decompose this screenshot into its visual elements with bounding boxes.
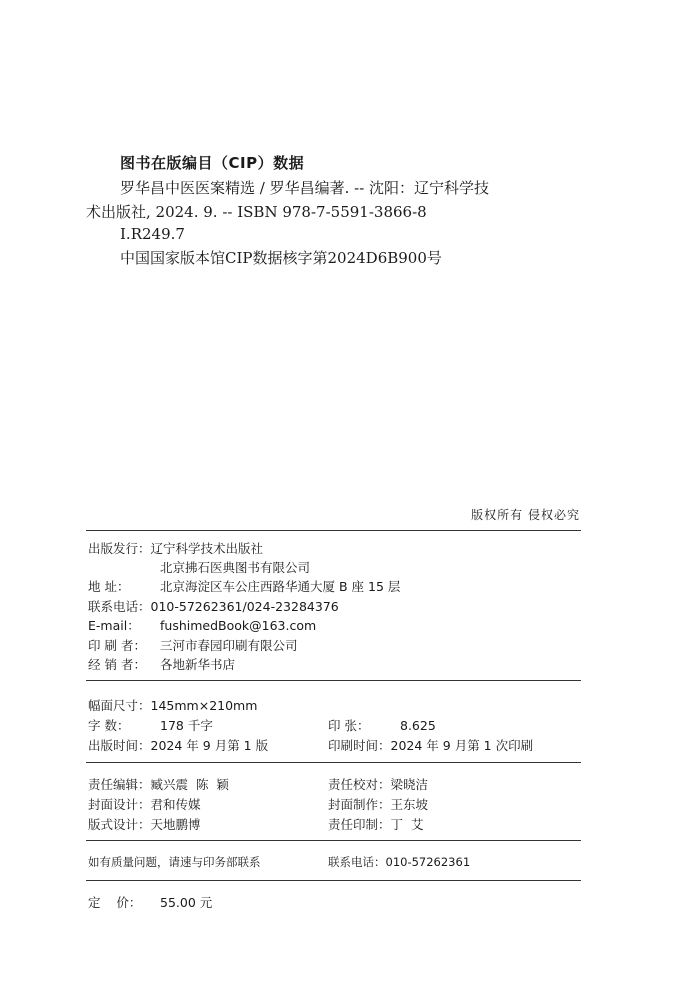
print-time-row bbox=[328, 736, 533, 754]
address-value: 北京海淀区车公庄西路华通大厦 B 座 15 层 bbox=[160, 579, 401, 594]
layout-row bbox=[88, 815, 201, 833]
address-row bbox=[88, 577, 400, 595]
price-row bbox=[88, 893, 212, 911]
proof-value: 梁晓洁 bbox=[390, 777, 429, 792]
contact-phone-value: 010-57262361 bbox=[385, 855, 471, 869]
cip-line-1: 罗华昌中医医案精选 / 罗华昌编著. -- 沈阳：辽宁科学技 bbox=[120, 179, 490, 197]
publisher-name-2: 北京拂石医典图书有限公司 bbox=[160, 560, 311, 575]
divider bbox=[86, 840, 581, 841]
layout-label: 版式设计： bbox=[88, 817, 151, 832]
quality-notice: 如有质量问题，请速与印务部联系 bbox=[88, 855, 261, 869]
distributor-value: 各地新华书店 bbox=[160, 657, 236, 672]
sheets-value: 8.625 bbox=[400, 718, 436, 733]
cover-make-value: 王东坡 bbox=[390, 797, 429, 812]
publisher-row bbox=[88, 539, 263, 557]
sheets-row bbox=[328, 716, 436, 734]
words-label: 字 数： bbox=[88, 718, 130, 733]
print-time-value: 2024 年 9 月第 1 次印刷 bbox=[390, 738, 534, 753]
print-time-label: 印刷时间： bbox=[328, 738, 391, 753]
divider bbox=[86, 880, 581, 881]
words-row bbox=[88, 716, 213, 734]
proof-label: 责任校对： bbox=[328, 777, 391, 792]
phone-label: 联系电话： bbox=[88, 599, 151, 614]
distributor-row bbox=[88, 655, 235, 673]
proof-row bbox=[328, 775, 428, 793]
divider bbox=[86, 680, 581, 681]
pub-time-value: 2024 年 9 月第 1 版 bbox=[150, 738, 269, 753]
email-value: fushimedBook@163.com bbox=[160, 618, 317, 633]
size-value: 145mm×210mm bbox=[150, 698, 258, 713]
pub-time-label: 出版时间： bbox=[88, 738, 151, 753]
editor-row bbox=[88, 775, 229, 793]
layout-value: 天地鹏博 bbox=[150, 817, 201, 832]
sheets-label: 印 张： bbox=[328, 718, 370, 733]
size-label: 幅面尺寸： bbox=[88, 698, 151, 713]
price-value: 55.00 元 bbox=[160, 895, 213, 910]
publisher-label: 出版发行： bbox=[88, 541, 151, 556]
email-row bbox=[88, 616, 316, 634]
cip-line-3: Ⅰ.R249.7 bbox=[120, 225, 185, 243]
publisher-name: 辽宁科学技术出版社 bbox=[150, 541, 264, 556]
print-resp-row bbox=[328, 815, 423, 833]
cover-make-label: 封面制作： bbox=[328, 797, 391, 812]
cover-design-label: 封面设计： bbox=[88, 797, 151, 812]
editor-value: 臧兴震 陈 颖 bbox=[150, 777, 229, 792]
phone-value: 010-57262361/024-23284376 bbox=[150, 599, 339, 614]
price-label: 定 价： bbox=[88, 895, 142, 910]
contact-phone-label: 联系电话： bbox=[328, 855, 386, 869]
divider bbox=[86, 762, 581, 763]
cip-title: 图书在版编目（CIP）数据 bbox=[120, 154, 305, 172]
address-label: 地 址： bbox=[88, 579, 130, 594]
email-label: E-mail： bbox=[88, 618, 140, 633]
cover-design-row bbox=[88, 795, 201, 813]
printer-row bbox=[88, 636, 298, 654]
cover-design-value: 君和传媒 bbox=[150, 797, 201, 812]
print-resp-label: 责任印制： bbox=[328, 817, 391, 832]
printer-value: 三河市春园印刷有限公司 bbox=[160, 638, 298, 653]
size-row bbox=[88, 696, 257, 714]
divider bbox=[86, 530, 581, 531]
cip-line-4: 中国国家版本馆CIP数据核字第2024D6B900号 bbox=[120, 249, 442, 267]
print-resp-value: 丁 艾 bbox=[390, 817, 424, 832]
cip-line-2: 术出版社, 2024. 9. -- ISBN 978-7-5591-3866-8 bbox=[86, 203, 427, 221]
contact-row bbox=[328, 854, 470, 870]
rights-notice: 版权所有 侵权必究 bbox=[471, 508, 580, 522]
distributor-label: 经 销 者： bbox=[88, 657, 146, 672]
editor-label: 责任编辑： bbox=[88, 777, 151, 792]
pub-time-row bbox=[88, 736, 268, 754]
cover-make-row bbox=[328, 795, 428, 813]
words-value: 178 千字 bbox=[160, 718, 213, 733]
printer-label: 印 刷 者： bbox=[88, 638, 146, 653]
phone-row bbox=[88, 597, 339, 615]
